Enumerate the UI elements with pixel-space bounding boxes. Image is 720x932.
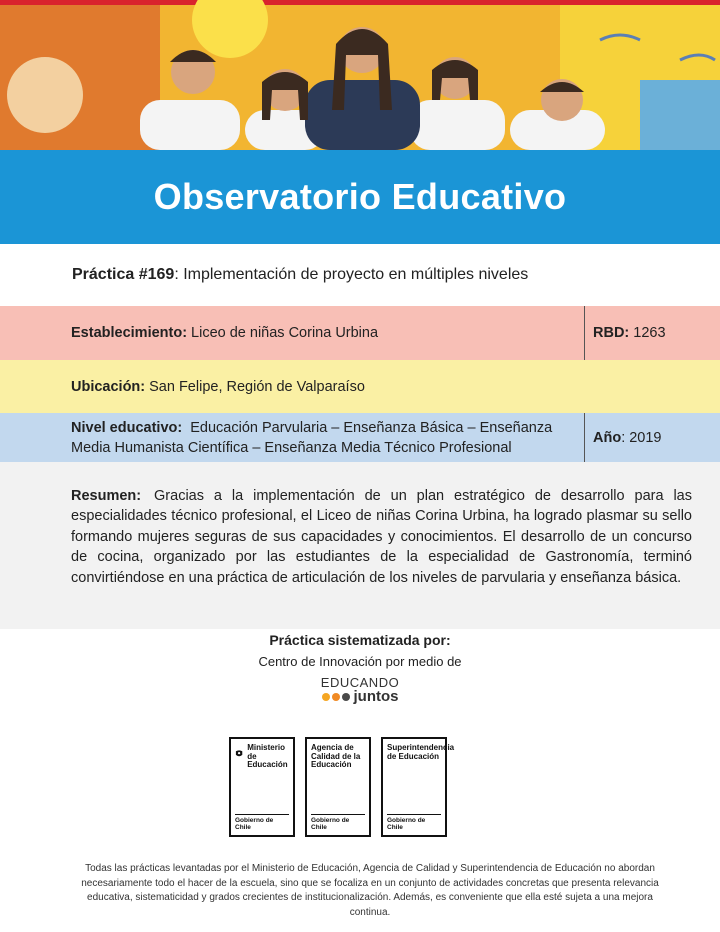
practice-row [0, 244, 720, 306]
establishment-value: Liceo de niñas Corina Urbina [191, 325, 379, 341]
rbd-value: 1263 [633, 325, 666, 341]
logo-dot-icon [322, 693, 330, 701]
level-value-1: Educación Parvularia – Enseñanza Básica – Enseñanza [190, 419, 553, 436]
credits-heading: Práctica sistematizada por: [269, 632, 451, 648]
superintendencia-foot: Gobierno de Chile [387, 814, 441, 831]
summary-label: Resumen: [71, 488, 142, 504]
level-label: Nivel educativo: [71, 419, 183, 436]
agencia-foot: Gobierno de Chile [311, 814, 365, 831]
establishment-row [0, 306, 720, 360]
agencia-name: Agencia de Calidad de la Educación [311, 743, 361, 769]
title-banner [0, 150, 720, 244]
level-cell [0, 413, 584, 462]
year-cell [584, 413, 720, 462]
agencia-logo [305, 737, 371, 837]
disclaimer [70, 862, 670, 920]
logo-bottom [300, 688, 420, 705]
logo-dot-icon [332, 693, 340, 701]
hero-photo [0, 0, 720, 150]
educando-juntos-logo [300, 675, 420, 705]
ministerio-name: Ministerio de Educación [247, 743, 288, 769]
location-cell [0, 360, 365, 413]
level-row [0, 413, 720, 462]
disclaimer-line-1: Todas las prácticas levantadas por el Ministerio de Educación, Agencia de Calidad y Superintendencia de Educación no abordan [85, 863, 655, 874]
logo-dot-icon [342, 693, 350, 701]
summary-text: Gracias a la implementación de un plan estratégico de desarrollo para las especialidades técnico profesional, el Liceo de niñas Corina Urbina, ha logrado plasmar su sello formando mujeres seguras de sus capacidades y conocimientos. El desarrollo de un concurso de cocina, organizado por las estudiantes de la especialidad de Gastronomía, terminó convirtiéndose en una práctica de articulación de los niveles de parvularia y enseñanza básica. [71, 488, 692, 586]
rbd-cell [584, 306, 720, 360]
rbd-label: RBD: [593, 325, 630, 341]
year-label: Año [593, 429, 622, 446]
chile-crest-icon [235, 744, 243, 764]
credits-sub: Centro de Innovación por medio de [258, 654, 462, 669]
level-value-2: Media Humanista Científica – Enseñanza Media Técnico Profesional [71, 439, 512, 456]
superintendencia-name: Superintendencia de Educación [387, 743, 455, 761]
ministerio-logo [229, 737, 295, 837]
location-label: Ubicación: [71, 378, 146, 395]
government-logos [229, 737, 455, 837]
superintendencia-logo [381, 737, 455, 837]
establishment-label: Establecimiento: [71, 325, 188, 341]
location-row [0, 360, 720, 413]
page-title: Observatorio Educativo [153, 176, 567, 217]
logo-bottom-text: juntos [353, 688, 399, 705]
logo-top-text: EDUCANDO [320, 675, 400, 690]
practice-label: Práctica #169 [72, 266, 175, 283]
location-value: San Felipe, Región de Valparaíso [149, 378, 365, 395]
practice-name: : Implementación de proyecto en múltiples niveles [174, 266, 529, 283]
level-line-1 [71, 418, 552, 438]
ministerio-foot: Gobierno de Chile [235, 814, 289, 831]
hero-illustration [0, 0, 720, 150]
summary-block [0, 462, 720, 629]
credits [0, 630, 720, 705]
disclaimer-line-3: educativa, sistematicidad y grados crecientes de institucionalización. Además, es conveniente que ella esté sujeta a una mejora continua. [87, 892, 653, 918]
establishment-cell [0, 306, 584, 360]
disclaimer-line-2: necesariamente todo el hacer de la escuela, sino que se focaliza en un conjunto de actividades concretas que presenta relevancia [81, 877, 659, 889]
year-value: : 2019 [621, 429, 662, 446]
